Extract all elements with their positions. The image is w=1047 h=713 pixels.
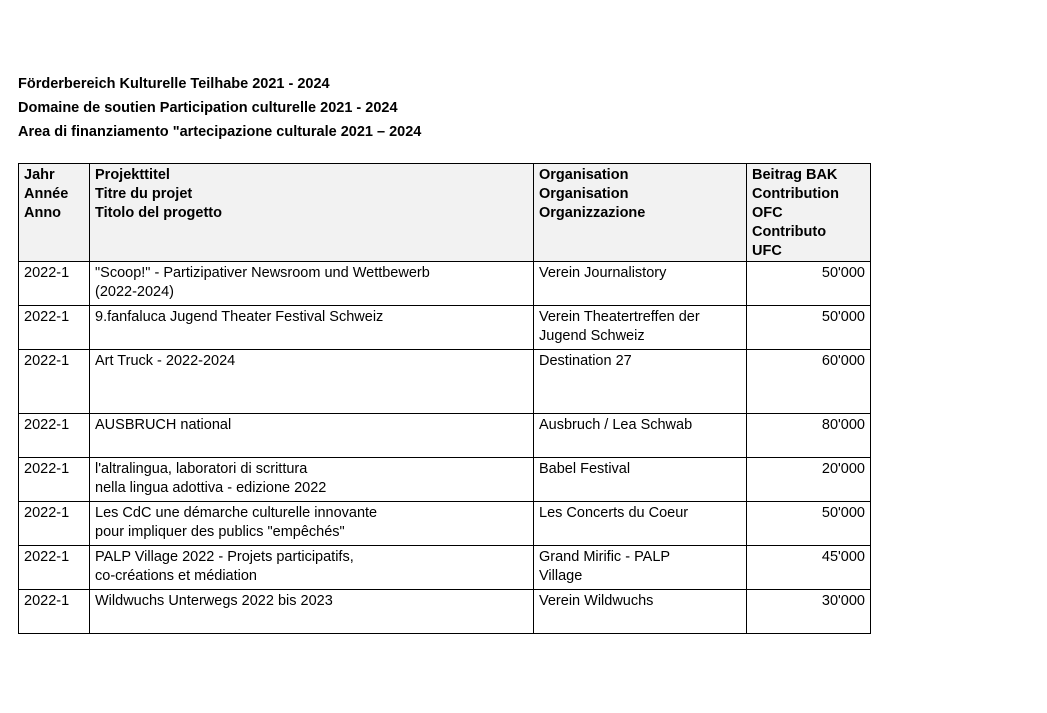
header-year-de: Jahr (24, 167, 55, 183)
project-title-line: AUSBRUCH national (95, 417, 232, 433)
header-organisation (534, 164, 747, 262)
cell-year: 2022-1 (19, 458, 90, 502)
organisation-line: Destination 27 (539, 353, 632, 369)
cell-contribution-amount: 50'000 (747, 262, 871, 306)
cell-contribution-amount: 60'000 (747, 350, 871, 414)
cell-project-title (90, 458, 534, 502)
cell-project-title (90, 306, 534, 350)
table-row (19, 414, 871, 458)
cell-organisation (534, 306, 747, 350)
organisation-line: Babel Festival (539, 461, 631, 477)
header-year (19, 164, 90, 262)
cell-project-title (90, 502, 534, 546)
cell-organisation (534, 350, 747, 414)
table-row (19, 262, 871, 306)
heading-french: Domaine de soutien Participation culturelle 2021 - 2024 (18, 100, 398, 116)
organisation-line: Verein Wildwuchs (539, 593, 654, 609)
cell-year: 2022-1 (19, 414, 90, 458)
header-amount-line: Contribution (752, 186, 839, 202)
cell-year: 2022-1 (19, 306, 90, 350)
project-title-line: Art Truck - 2022-2024 (95, 353, 236, 369)
cell-contribution-amount: 20'000 (747, 458, 871, 502)
header-year-fr: Année (24, 186, 69, 202)
header-amount-line: Contributo (752, 224, 827, 240)
heading-german: Förderbereich Kulturelle Teilhabe 2021 - 2024 (18, 76, 330, 92)
header-title-fr: Titre du projet (95, 186, 193, 202)
table-header-row (19, 164, 871, 262)
document-headings (18, 72, 421, 144)
project-title-line: "Scoop!" - Partizipativer Newsroom und Wettbewerb (95, 265, 430, 281)
cell-project-title (90, 414, 534, 458)
organisation-line: Verein Journalistory (539, 265, 667, 281)
cell-organisation (534, 590, 747, 634)
cell-contribution-amount: 80'000 (747, 414, 871, 458)
project-title-line: PALP Village 2022 - Projets participatifs, (95, 549, 354, 565)
cell-project-title (90, 262, 534, 306)
organisation-line: Verein Theatertreffen der (539, 309, 700, 325)
cell-contribution-amount: 30'000 (747, 590, 871, 634)
cell-year: 2022-1 (19, 590, 90, 634)
cell-organisation (534, 414, 747, 458)
header-amount-line: Beitrag BAK (752, 167, 838, 183)
table-row (19, 350, 871, 414)
table-row (19, 306, 871, 350)
cell-organisation (534, 458, 747, 502)
project-title-line: 9.fanfaluca Jugend Theater Festival Schweiz (95, 309, 384, 325)
cell-project-title (90, 546, 534, 590)
header-org-fr: Organisation (539, 186, 629, 202)
table-row (19, 590, 871, 634)
header-title-it: Titolo del progetto (95, 205, 222, 221)
organisation-line: Les Concerts du Coeur (539, 505, 689, 521)
cell-project-title (90, 350, 534, 414)
organisation-line: Ausbruch / Lea Schwab (539, 417, 693, 433)
table-row (19, 458, 871, 502)
cell-year: 2022-1 (19, 350, 90, 414)
header-amount-line: UFC (752, 243, 782, 259)
header-amount (747, 164, 871, 262)
organisation-line: Village (539, 568, 583, 584)
cell-year: 2022-1 (19, 546, 90, 590)
project-title-line: pour impliquer des publics "empêchés" (95, 524, 345, 540)
header-year-it: Anno (24, 205, 62, 221)
cell-contribution-amount: 50'000 (747, 306, 871, 350)
cell-contribution-amount: 50'000 (747, 502, 871, 546)
heading-italian: Area di finanziamento "artecipazione culturale 2021 – 2024 (18, 124, 422, 140)
header-title (90, 164, 534, 262)
project-title-line: l'altralingua, laboratori di scrittura (95, 461, 308, 477)
cell-organisation (534, 262, 747, 306)
organisation-line: Jugend Schweiz (539, 328, 645, 344)
project-title-line: (2022-2024) (95, 284, 174, 300)
header-org-de: Organisation (539, 167, 629, 183)
project-title-line: co-créations et médiation (95, 568, 257, 584)
cell-contribution-amount: 45'000 (747, 546, 871, 590)
project-title-line: Wildwuchs Unterwegs 2022 bis 2023 (95, 593, 333, 609)
cell-organisation (534, 546, 747, 590)
cell-organisation (534, 502, 747, 546)
project-title-line: Les CdC une démarche culturelle innovante (95, 505, 378, 521)
header-title-de: Projekttitel (95, 167, 170, 183)
cell-project-title (90, 590, 534, 634)
table-row (19, 546, 871, 590)
header-org-it: Organizzazione (539, 205, 646, 221)
cell-year: 2022-1 (19, 262, 90, 306)
header-amount-line: OFC (752, 205, 783, 221)
table-row (19, 502, 871, 546)
cell-year: 2022-1 (19, 502, 90, 546)
funding-table (18, 163, 871, 634)
project-title-line: nella lingua adottiva - edizione 2022 (95, 480, 327, 496)
organisation-line: Grand Mirific - PALP (539, 549, 671, 565)
